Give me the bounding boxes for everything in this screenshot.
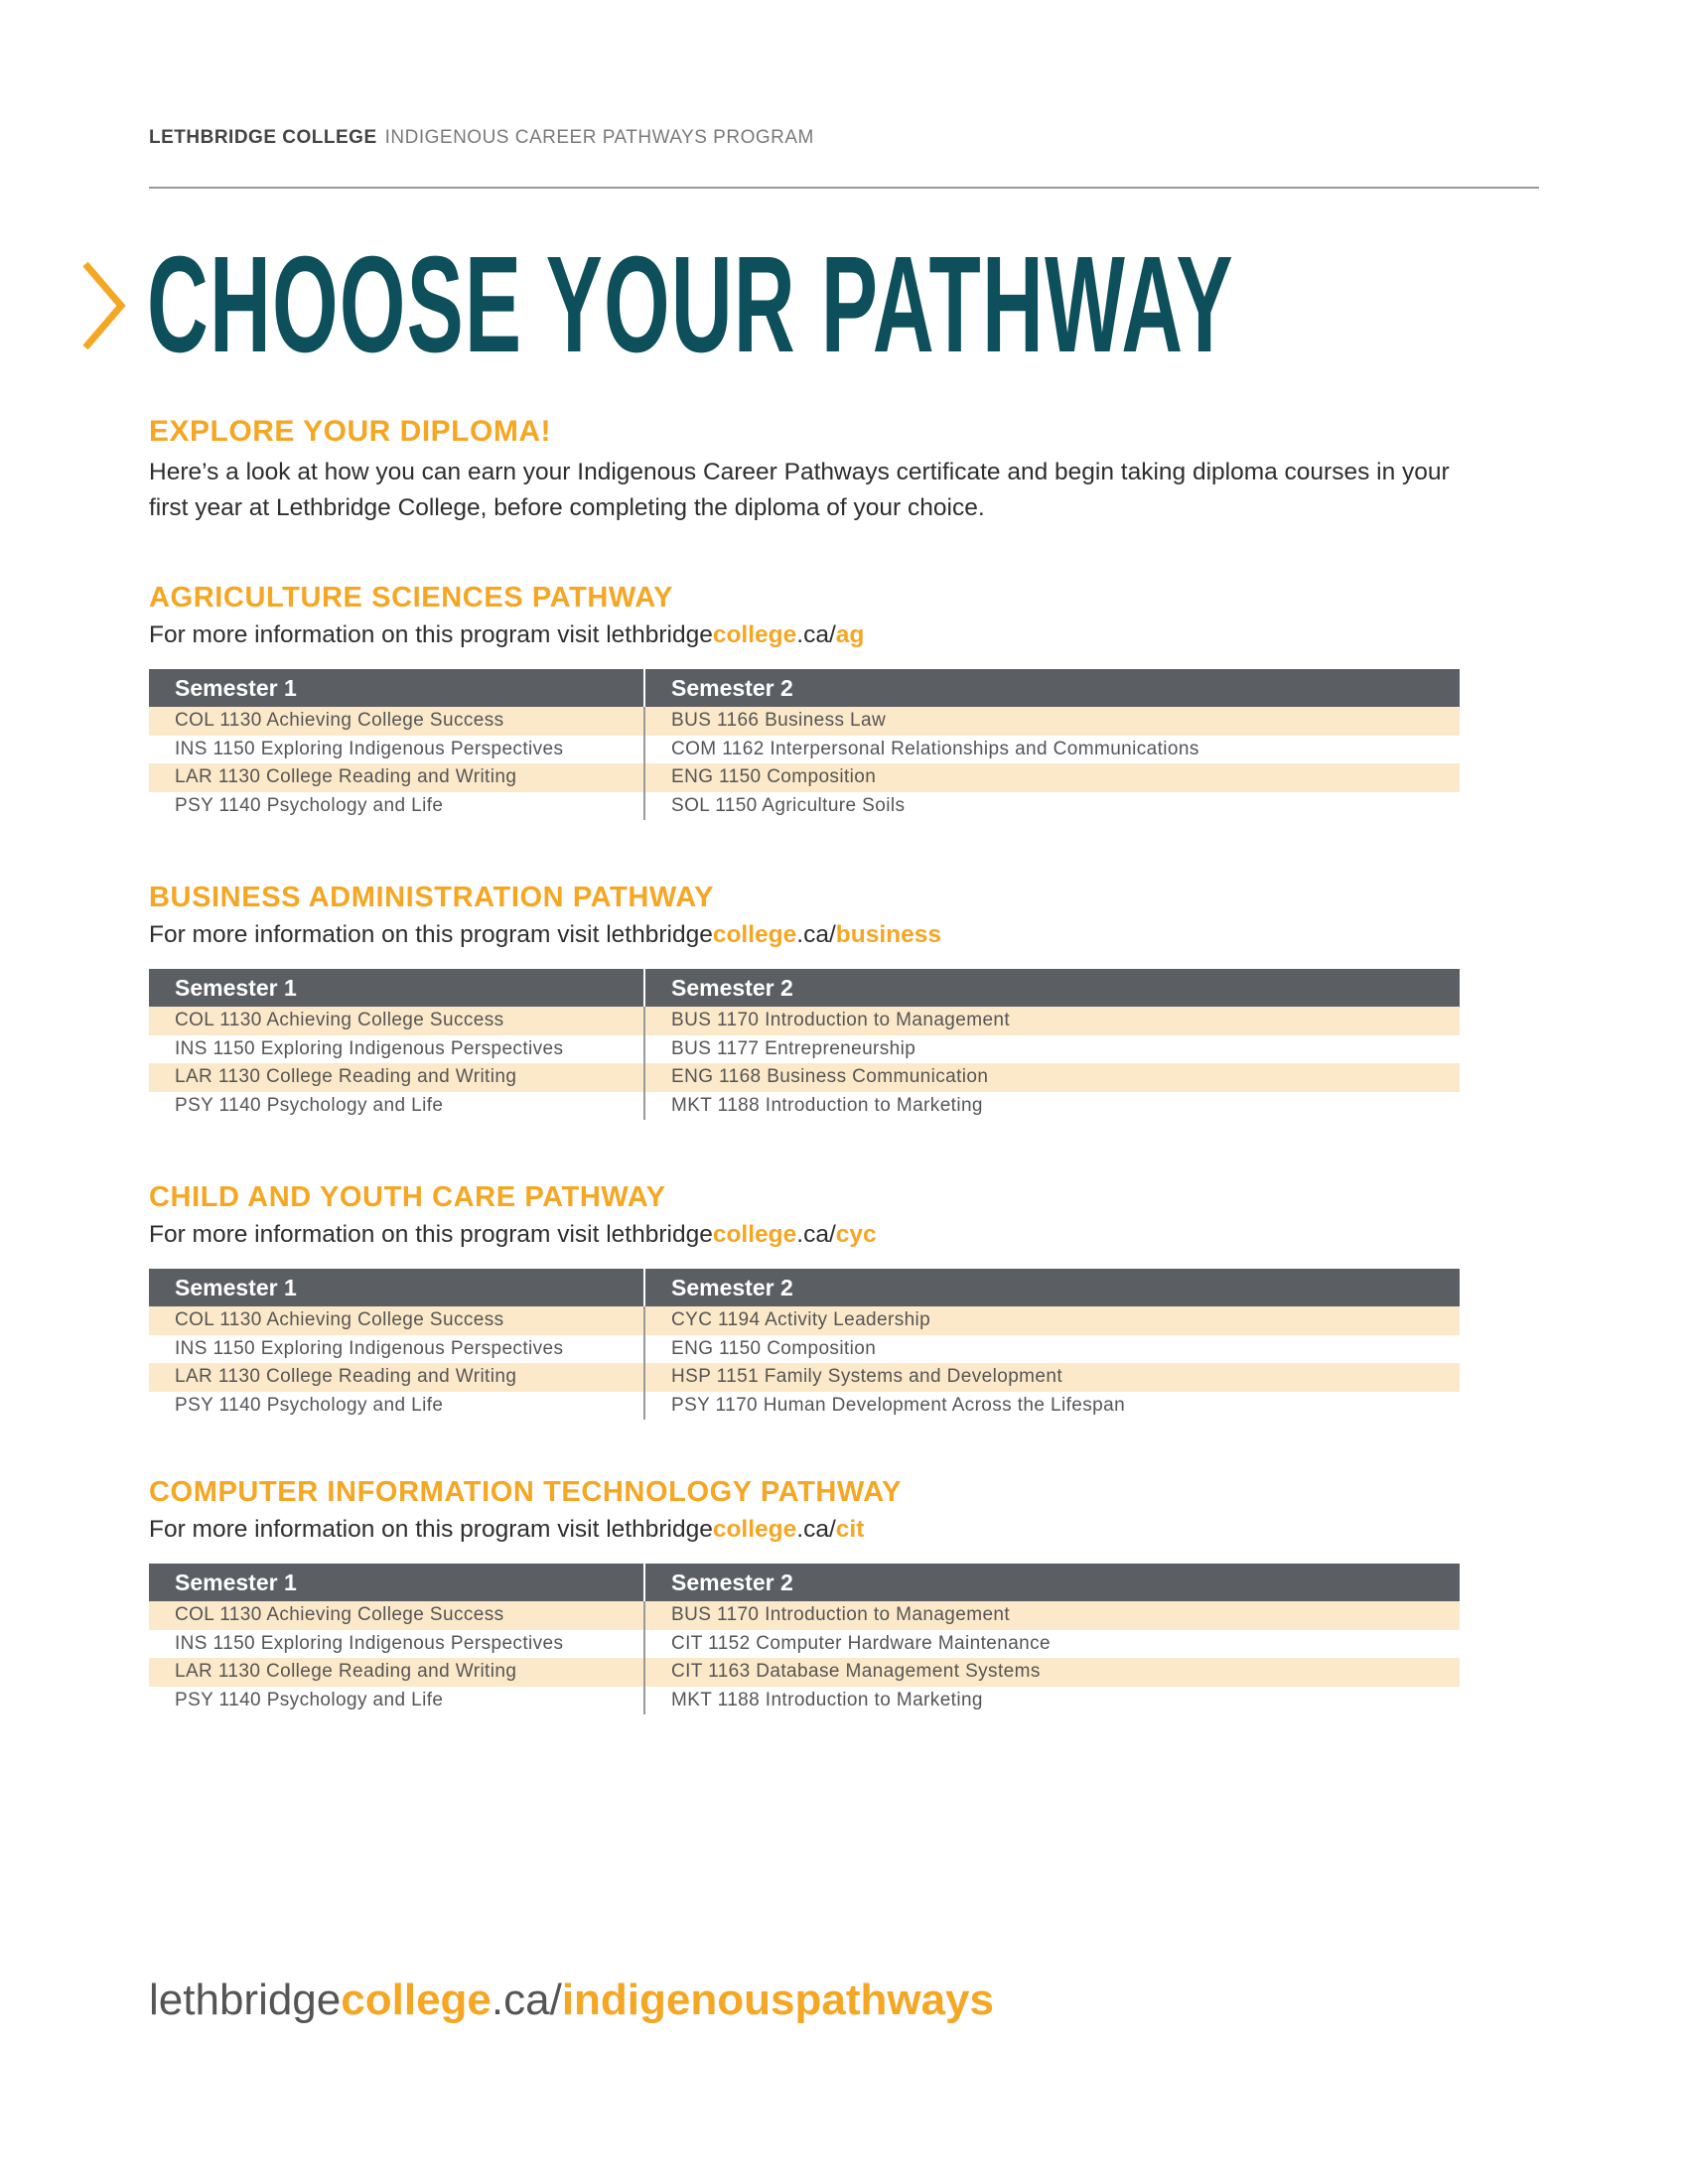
course-cell: LAR 1130 College Reading and Writing [149,1658,645,1687]
link-slug: ag [835,621,865,648]
course-cell: CIT 1163 Database Management Systems [671,1661,1041,1682]
course-cell: BUS 1170 Introduction to Management [671,1604,1011,1625]
course-cell: LAR 1130 College Reading and Writing [149,763,645,792]
section-info-line [149,1512,1460,1548]
pathway-section-agriculture [149,578,1460,820]
header-brand: LETHBRIDGE COLLEGE [149,127,377,148]
table-row [149,1035,1460,1064]
intro-text: Here’s a look at how you can earn your Indigenous Career Pathways certificate and begin taking diploma courses in your first year at Lethbridge College, before completing the diploma of your choice. [149,459,1450,521]
course-cell: COL 1130 Achieving College Success [149,1601,645,1630]
link-domain-a: lethbridge [606,621,713,648]
footer-part-c: .ca/ [491,1976,562,2024]
course-table [149,1269,1460,1420]
intro-heading: EXPLORE YOUR DIPLOMA! [149,415,551,448]
table-row [149,1306,1460,1335]
course-cell: COM 1162 Interpersonal Relationships and Communications [671,738,1199,759]
link-domain-c: .ca/ [796,921,836,948]
program-link[interactable] [606,921,941,948]
footer-link[interactable] [149,1976,994,2025]
table-row [149,1092,1460,1121]
table-row [149,1335,1460,1364]
course-cell: ENG 1168 Business Communication [671,1066,989,1087]
table-row [149,1601,1460,1630]
course-cell: INS 1150 Exploring Indigenous Perspectives [149,1035,645,1064]
course-cell: SOL 1150 Agriculture Soils [671,794,906,816]
course-cell: LAR 1130 College Reading and Writing [149,1063,645,1092]
section-info-line [149,917,1460,953]
course-cell: BUS 1166 Business Law [671,710,887,731]
section-title: CHILD AND YOUTH CARE PATHWAY [149,1181,666,1213]
pathway-section-child-youth-care [149,1177,1460,1420]
link-domain-c: .ca/ [796,621,836,648]
table-header [149,969,1460,1007]
link-domain-c: .ca/ [796,1221,836,1248]
header-program: INDIGENOUS CAREER PATHWAYS PROGRAM [384,127,814,148]
course-table [149,969,1460,1120]
link-domain-a: lethbridge [606,1221,713,1248]
course-cell: ENG 1150 Composition [671,766,877,787]
course-cell: MKT 1188 Introduction to Marketing [671,1689,983,1710]
chevron-right-icon [79,260,129,351]
course-cell: COL 1130 Achieving College Success [149,1007,645,1035]
course-cell: CYC 1194 Activity Leadership [671,1309,931,1330]
link-domain-b: college [712,621,797,648]
semester-1-header: Semester 1 [149,1269,645,1306]
header-divider [149,187,1539,189]
link-domain-c: .ca/ [796,1516,836,1543]
table-row [149,1063,1460,1092]
course-cell: ENG 1150 Composition [671,1337,877,1359]
link-slug: cyc [835,1221,877,1248]
semester-1-header: Semester 1 [149,1564,645,1601]
program-link[interactable] [606,1221,876,1248]
semester-2-header: Semester 2 [671,1275,793,1300]
info-prefix: For more information on this program visit [149,921,607,948]
semester-2-header: Semester 2 [671,975,793,1001]
link-domain-a: lethbridge [606,921,713,948]
semester-1-header: Semester 1 [149,669,645,707]
program-link[interactable] [606,1516,864,1543]
course-cell: PSY 1140 Psychology and Life [149,1092,645,1121]
semester-2-header: Semester 2 [671,1570,793,1595]
section-title: AGRICULTURE SCIENCES PATHWAY [149,582,674,614]
info-prefix: For more information on this program visit [149,1221,607,1248]
section-info-line [149,1217,1460,1253]
course-cell: INS 1150 Exploring Indigenous Perspectives [149,736,645,764]
link-domain-b: college [712,1221,797,1248]
section-title: BUSINESS ADMINISTRATION PATHWAY [149,882,715,913]
course-cell: HSP 1151 Family Systems and Development [671,1366,1063,1387]
section-title: COMPUTER INFORMATION TECHNOLOGY PATHWAY [149,1476,903,1508]
course-cell: COL 1130 Achieving College Success [149,707,645,736]
course-cell: PSY 1140 Psychology and Life [149,1392,645,1421]
course-cell: COL 1130 Achieving College Success [149,1306,645,1335]
table-row [149,1687,1460,1715]
table-header [149,669,1460,707]
course-cell: PSY 1140 Psychology and Life [149,1687,645,1715]
link-domain-b: college [712,1516,797,1543]
table-row [149,1363,1460,1392]
link-domain-b: college [712,921,797,948]
table-row [149,736,1460,764]
pathway-section-computer-it [149,1472,1460,1714]
footer-part-a: lethbridge [149,1976,342,2024]
course-cell: BUS 1177 Entrepreneurship [671,1037,916,1059]
course-cell: PSY 1140 Psychology and Life [149,792,645,821]
page-title: CHOOSE YOUR PATHWAY [147,228,1234,381]
program-link[interactable] [606,621,864,648]
course-cell: BUS 1170 Introduction to Management [671,1010,1011,1030]
pathway-section-business [149,878,1460,1120]
course-cell: LAR 1130 College Reading and Writing [149,1363,645,1392]
page-header [149,127,1539,149]
table-header [149,1269,1460,1306]
link-slug: cit [835,1516,865,1543]
course-cell: CIT 1152 Computer Hardware Maintenance [671,1632,1052,1654]
course-cell: INS 1150 Exploring Indigenous Perspectives [149,1335,645,1364]
table-row [149,1630,1460,1659]
table-row [149,1392,1460,1421]
info-prefix: For more information on this program visit [149,621,607,648]
table-row [149,763,1460,792]
course-table [149,1564,1460,1714]
link-slug: business [835,921,941,948]
course-table [149,669,1460,820]
course-cell: MKT 1188 Introduction to Marketing [671,1094,983,1116]
link-domain-a: lethbridge [606,1516,713,1543]
semester-1-header: Semester 1 [149,969,645,1007]
info-prefix: For more information on this program visit [149,1516,607,1543]
table-row [149,707,1460,736]
table-row [149,1007,1460,1035]
footer-part-b: college [341,1976,492,2024]
course-cell: INS 1150 Exploring Indigenous Perspectives [149,1630,645,1659]
semester-2-header: Semester 2 [671,675,793,701]
course-cell: PSY 1170 Human Development Across the Lifespan [671,1394,1126,1416]
table-row [149,1658,1460,1687]
footer-part-d: indigenouspathways [561,1976,994,2024]
table-header [149,1564,1460,1601]
section-info-line [149,617,1460,653]
table-row [149,792,1460,821]
